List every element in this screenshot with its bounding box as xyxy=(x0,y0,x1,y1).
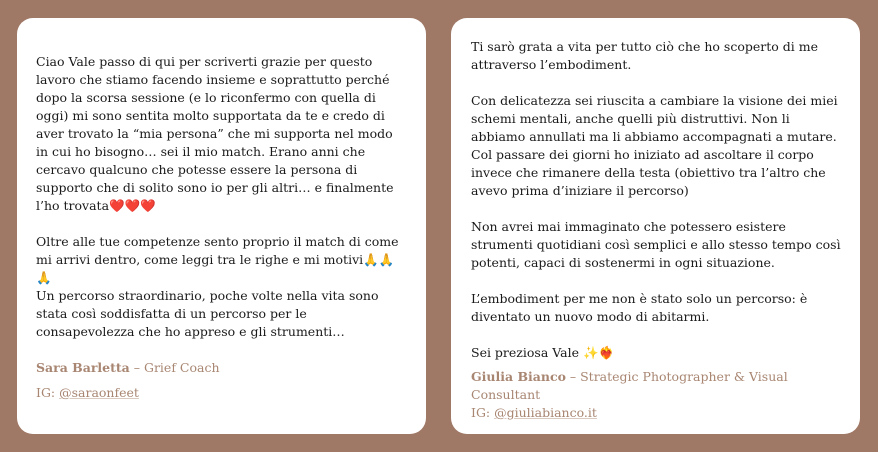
author-role: – Strategic Photographer & Visual Consultant xyxy=(471,369,788,402)
instagram-credit xyxy=(36,384,408,402)
testimonial-paragraph: Sei preziosa Vale ✨❤️‍🔥 xyxy=(471,345,615,360)
author-role: – Grief Coach xyxy=(129,360,220,375)
instagram-credit xyxy=(471,404,842,422)
author-name: Giulia Bianco xyxy=(471,369,566,384)
testimonial-paragraph: Non avrei mai immaginato che potessero esistere strumenti quotidiani così semplici e allo stesso tempo così potenti, capaci di sostenermi in ogni situazione. xyxy=(471,219,841,270)
author-name: Sara Barletta xyxy=(36,360,130,375)
testimonial-paragraph: Ciao Vale passo di qui per scriverti grazie per questo lavoro che stiamo facendo insieme e soprattutto perché dopo la scorsa sessione (e lo riconfermo con quella di oggi) mi sono sentita molto supportata da te e credo di aver trovato la “mia persona” che mi supporta nel modo in cui ho bisogno… sei il mio match. Erano anni che cercavo qualcuno che potesse essere la persona di supporto che di solito sono io per gli altri… e finalmente l’ho trovata❤️❤️❤️ xyxy=(36,54,394,213)
testimonial-card-sara xyxy=(17,18,426,434)
testimonial-paragraph: Ti sarò grata a vita per tutto ciò che ho scoperto di me attraverso l’embodiment. xyxy=(471,39,818,72)
instagram-link[interactable]: @giuliabianco.it xyxy=(494,405,597,420)
ig-prefix: IG: xyxy=(471,405,495,420)
testimonial-paragraph: Oltre alle tue competenze sento proprio il match di come mi arrivi dentro, come leggi tra le righe e mi motivi🙏🙏🙏 Un percorso straordinario, poche volte nella vita sono stata così soddisfatta di un percorso per le consapevolezza che ho appreso e gli strumenti… xyxy=(36,234,399,339)
testimonial-author xyxy=(471,368,842,404)
testimonial-author xyxy=(36,359,408,377)
testimonial-paragraph: Con delicatezza sei riuscita a cambiare la visione dei miei schemi mentali, anche quelli più distruttivi. Non li abbiamo annullati ma li abbiamo accompagnati a mutare. Col passare dei giorni ho iniziato ad ascoltare il corpo invece che rimanere della testa (obiettivo tra l’altro che avevo prima d’iniziare il percorso) xyxy=(471,93,838,198)
testimonial-paragraph: L’embodiment per me non è stato solo un percorso: è diventato un nuovo modo di abitarmi. xyxy=(471,291,808,324)
testimonial-card-giulia xyxy=(451,18,860,434)
ig-prefix: IG: xyxy=(36,385,60,400)
instagram-link[interactable]: @saraonfeet xyxy=(59,385,139,400)
